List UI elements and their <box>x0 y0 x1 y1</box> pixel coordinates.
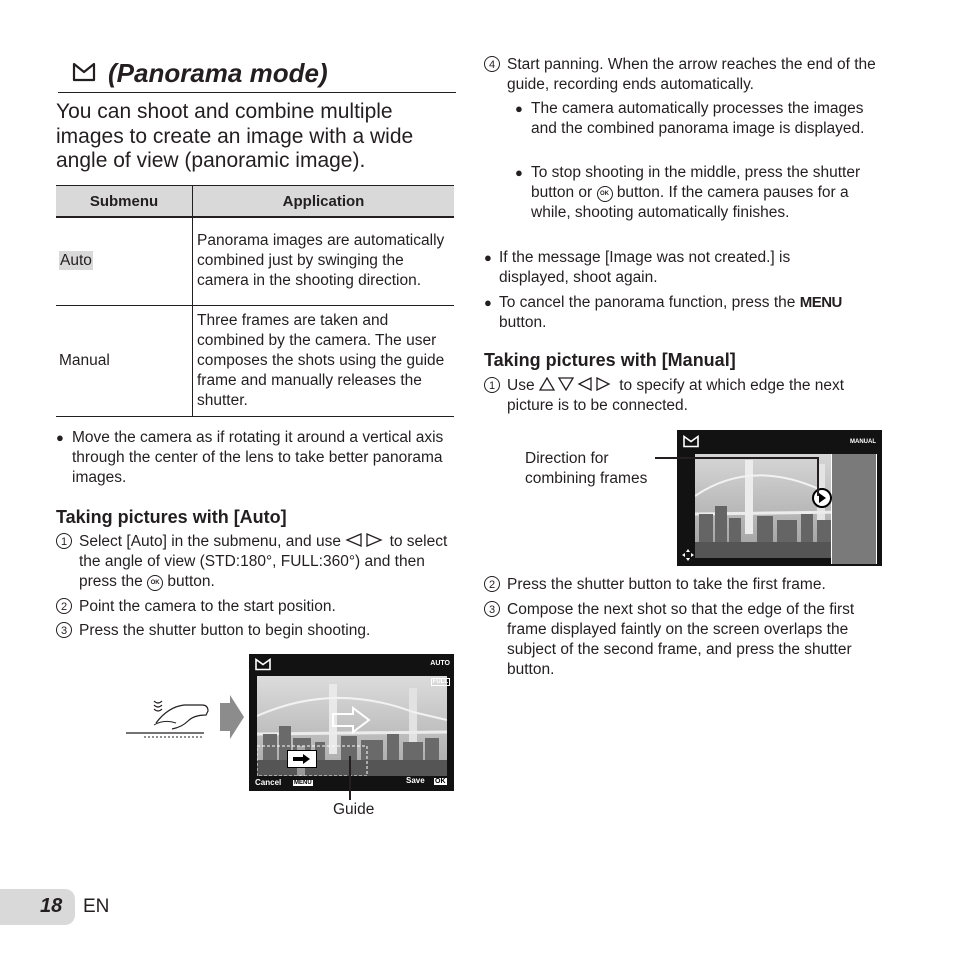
title-rule <box>58 92 456 93</box>
submenu-manual: Manual <box>59 351 110 369</box>
auto-step-3-text: Press the shutter button to begin shooting. <box>79 622 371 639</box>
page-title: (Panorama mode) <box>108 58 328 88</box>
table-row <box>56 305 454 416</box>
step-number: 2 <box>56 598 72 614</box>
manual-step-1-text-a: Use <box>507 377 535 394</box>
submenu-cell <box>56 217 193 305</box>
application-cell: Panorama images are automatically combined just by swinging the camera in the shooting direction. <box>193 217 455 305</box>
overlap-strip <box>831 454 877 564</box>
application-cell: Three frames are taken and combined by the camera. The user composes the shots using the guide frame and manually releases the shutter. <box>193 305 455 416</box>
bullet-cancel-text-b: button. <box>499 314 547 331</box>
sub-bullet-2 <box>515 163 885 243</box>
lcd-auto-label: AUTO <box>430 660 450 667</box>
step-number: 1 <box>56 533 72 549</box>
auto-step-1-text-c: button. <box>167 573 215 590</box>
lcd-dpad-icon <box>681 548 695 562</box>
lcd-panorama-icon <box>682 435 700 448</box>
auto-step-4-text: Start panning. When the arrow reaches the end of the guide, recording ends automatically. <box>507 56 876 93</box>
four-way-arrows-icon <box>539 377 615 391</box>
step-number: 4 <box>484 56 500 72</box>
manual-step-2-text: Press the shutter button to take the first frame. <box>507 576 826 593</box>
bullet-icon: ● <box>515 165 523 180</box>
step-number: 3 <box>56 622 72 638</box>
step-number: 3 <box>484 601 500 617</box>
left-right-arrows-icon <box>345 533 385 547</box>
bullet-not-created <box>484 248 884 288</box>
press-shutter-illustration <box>124 693 246 743</box>
auto-step-1-text-b: to select the angle of view (STD:180°, FULL:360°) and then press the <box>79 533 448 590</box>
lcd-direction-box <box>287 750 317 768</box>
submenu-table <box>56 185 454 417</box>
manual-step-1-text-b: to specify at which edge the next picture is to be connected. <box>507 377 845 414</box>
auto-step-1 <box>56 532 456 594</box>
guide-leader-line <box>349 756 351 800</box>
auto-step-2-text: Point the camera to the start position. <box>79 598 336 615</box>
panorama-mode-icon <box>72 62 96 82</box>
lcd-cancel-label: Cancel <box>255 778 282 787</box>
manual-step-3-text: Compose the next shot so that the edge of the first frame displayed faintly on the screen overlaps the subject of the second frame, and press the shutter button. <box>507 601 855 678</box>
auto-heading: Taking pictures with [Auto] <box>56 507 287 527</box>
bullet-icon: ● <box>484 250 492 265</box>
submenu-auto: Auto <box>60 252 92 270</box>
bullet-cancel-panorama <box>484 293 884 333</box>
step-number: 1 <box>484 377 500 393</box>
table-row <box>56 217 454 305</box>
col-header-submenu: Submenu <box>56 186 193 218</box>
menu-key-label: MENU <box>799 294 842 311</box>
bullet-icon: ● <box>56 430 64 445</box>
language-label: EN <box>83 896 110 917</box>
auto-step-3 <box>56 621 456 641</box>
bullet-icon: ● <box>515 101 523 116</box>
manual-step-2 <box>484 575 884 595</box>
sub-bullet-1-text: The camera automatically processes the images and the combined panorama image is displayed. <box>531 100 865 137</box>
lcd-menu-key: MENU <box>294 780 312 786</box>
auto-step-2 <box>56 597 456 617</box>
sub-bullet-2-text-a: To stop shooting in the middle, press the shutter button or <box>531 164 861 201</box>
auto-step-4 <box>484 55 884 95</box>
submenu-cell <box>56 305 193 416</box>
page-number: 18 <box>40 895 63 917</box>
ok-button-icon: OK <box>147 575 163 591</box>
lcd-save-label: Save <box>406 776 425 785</box>
manual-step-3 <box>484 600 884 680</box>
bullet-cancel-text-a: To cancel the panorama function, press the <box>499 294 796 311</box>
lcd-pan-arrow-icon <box>331 706 371 734</box>
right-arrow-icon <box>288 751 316 767</box>
ok-button-icon: OK <box>597 186 613 202</box>
intro-text: You can shoot and combine multiple images to create an image with a wide angle of view (panoramic image). <box>56 100 414 172</box>
guide-label: Guide <box>333 801 375 818</box>
lcd-auto-screen <box>249 654 454 791</box>
col-header-application: Application <box>193 186 455 218</box>
auto-step-1-text-a: Select [Auto] in the submenu, and use <box>79 533 341 550</box>
lcd-manual-label: MANUAL <box>850 439 876 445</box>
lcd-full-label: FULL <box>432 679 448 685</box>
lcd-panorama-icon <box>254 658 272 671</box>
move-note-text: Move the camera as if rotating it around a vertical axis through the center of the lens to take better panorama images. <box>72 429 444 486</box>
manual-heading: Taking pictures with [Manual] <box>484 350 736 370</box>
bullet-not-created-text: If the message [Image was not created.] is displayed, shoot again. <box>499 249 791 286</box>
callout-leader-line <box>650 450 830 510</box>
sub-bullet-1 <box>515 99 885 159</box>
bullet-icon: ● <box>484 295 492 310</box>
direction-callout: Direction for combining frames <box>525 450 648 487</box>
manual-step-1 <box>484 376 884 416</box>
page-number-tab <box>0 889 75 925</box>
sub-bullet-2-text-b: button. If the camera pauses for a while, shooting automatically finishes. <box>531 184 849 221</box>
step-number: 2 <box>484 576 500 592</box>
lcd-ok-key: OK <box>435 778 446 785</box>
